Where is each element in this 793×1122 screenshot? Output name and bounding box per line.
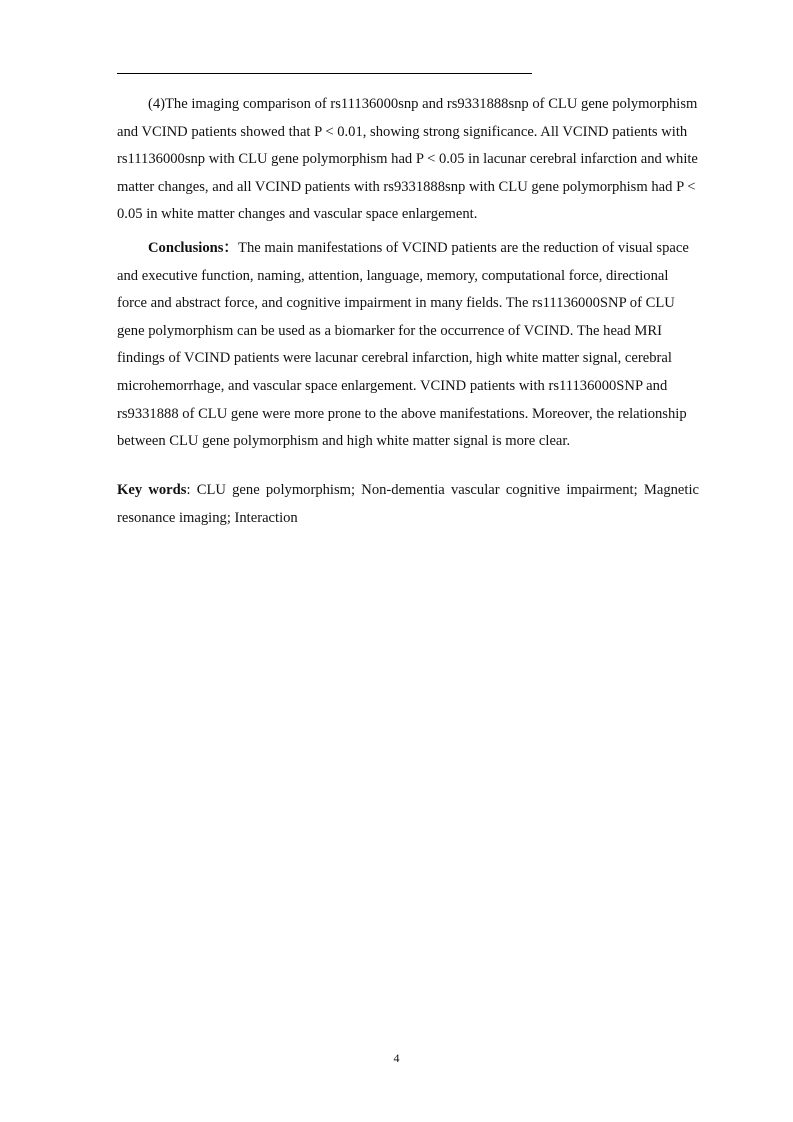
page-number: 4: [393, 1051, 400, 1065]
conclusions-label: Conclusions：: [148, 239, 239, 256]
keywords-text: : CLU gene polymorphism; Non-dementia vascular cognitive impairment; Magnetic resonance imaging; Interaction: [117, 481, 699, 527]
keywords-label: Key words: [117, 481, 187, 498]
keywords-paragraph: [117, 476, 699, 533]
findings-paragraph: (4)The imaging comparison of rs11136000snp and rs9331888snp of CLU gene polymorphism and VCIND patients showed that P < 0.01, showing strong significance. All VCIND patients with rs11136000snp with CLU gene polymorphism had P < 0.05 in lacunar cerebral infarction and white matter changes, and all VCIND patients with rs9331888snp with CLU gene polymorphism had P < 0.05 in white matter changes and vascular space enlargement.: [117, 96, 698, 223]
conclusions-paragraph: [117, 235, 699, 456]
abstract-body: [117, 91, 699, 533]
conclusions-text: The main manifestations of VCIND patients are the reduction of visual space and executive function, naming, attention, language, memory, computational force, directional force and abstract force, and cognitive impairment in many fields. The rs11136000SNP of CLU gene polymorphism can be used as a biomarker for the occurrence of VCIND. The head MRI findings of VCIND patients were lacunar cerebral infarction, high white matter signal, cerebral microhemorrhage, and vascular space enlargement. VCIND patients with rs11136000SNP and rs9331888 of CLU gene were more prone to the above manifestations. Moreover, the relationship between CLU gene polymorphism and high white matter signal is more clear.: [117, 239, 689, 450]
header-rule: [117, 73, 532, 74]
